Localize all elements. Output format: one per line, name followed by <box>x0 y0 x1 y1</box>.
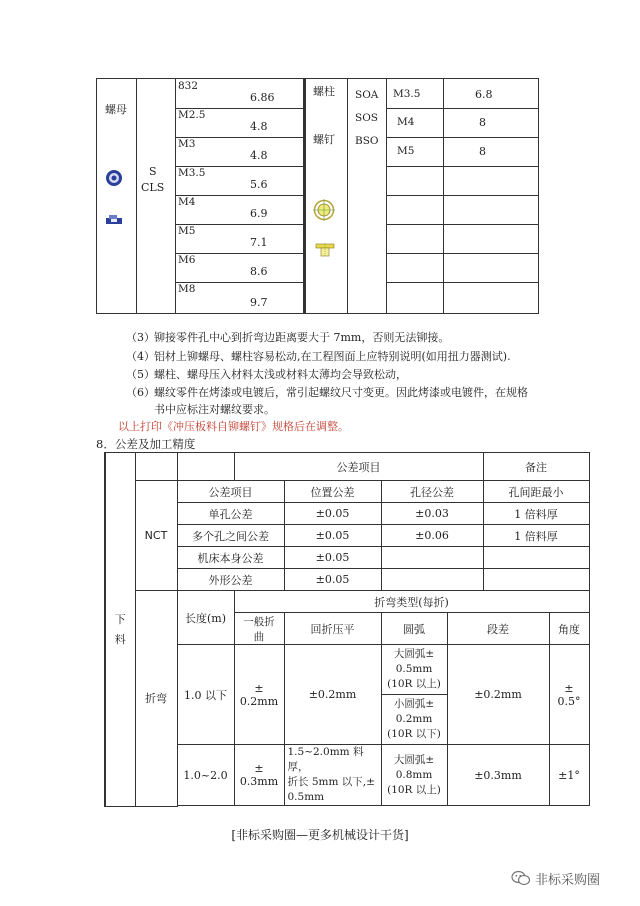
size-cell: M5 <box>178 225 196 237</box>
stud-type-bso: BSO <box>355 135 379 147</box>
nct-head: 孔间距最小 <box>483 481 589 503</box>
nct-head: 位置公差 <box>284 481 381 503</box>
side-label-1: 下 <box>114 613 126 627</box>
nct-cell: 外形公差 <box>177 569 284 591</box>
wechat-icon <box>511 870 531 886</box>
nct-cell: ±0.05 <box>284 503 381 525</box>
value-cell: 6.8 <box>475 88 493 101</box>
table-row <box>387 195 538 225</box>
size-cell: M3 <box>178 138 196 150</box>
arc-cell-line: 0.8mm <box>395 768 433 781</box>
value-cell: 8 <box>479 116 486 129</box>
value-cell: 8.6 <box>250 265 268 278</box>
note-5 <box>126 367 546 383</box>
stud-type-sos: SOS <box>355 112 378 124</box>
nct-head: 孔径公差 <box>381 481 483 503</box>
length-header: 长度(m) <box>177 591 234 645</box>
note-number: （5） <box>126 368 155 381</box>
note-text: 螺柱、螺母压入材料太浅或材料太薄均会导致松动， <box>154 368 407 381</box>
tolerance-header: 公差项目 <box>234 453 483 481</box>
flat-cell: ±0.2mm <box>284 645 381 745</box>
nct-cell: ±0.06 <box>381 525 483 547</box>
value-cell: 6.86 <box>250 91 275 104</box>
nct-head: 公差项目 <box>177 481 284 503</box>
bend-col: 回折压平 <box>284 613 381 645</box>
general-cell-line: ± <box>254 762 264 775</box>
nct-cell: ±0.05 <box>284 569 381 591</box>
note-text: 铝材上铆螺母、螺柱容易松动,在工程图面上应特别说明(如用扭力器测试). <box>154 350 511 363</box>
stud-type-soa: SOA <box>355 89 379 101</box>
stud-side-icon <box>315 243 335 257</box>
nct-cell: ±0.05 <box>284 547 381 569</box>
angle-cell <box>549 645 589 745</box>
stud-top-icon <box>313 199 335 221</box>
step-cell: ±0.3mm <box>447 745 549 806</box>
stud-label: 螺柱 <box>313 85 335 98</box>
note-number: （3） <box>126 331 155 344</box>
angle-cell: ±1° <box>549 745 589 806</box>
red-note: 以上打印《冲压板料自铆螺钉》规格后在调整。 <box>118 420 349 433</box>
divider <box>347 79 348 313</box>
nut-label: 螺母 <box>105 103 127 116</box>
length-cell: 1.0~2.0 <box>177 745 234 806</box>
arc-cell-line: 0.2mm <box>395 713 433 725</box>
arc-cell-line: 大圆弧± <box>393 753 435 766</box>
size-cell: M4 <box>178 196 196 208</box>
table-row <box>387 224 538 254</box>
bend-type-header: 折弯类型(每折) <box>234 591 589 613</box>
nct-cell: 单孔公差 <box>177 503 284 525</box>
table-row <box>176 166 303 196</box>
general-cell <box>234 645 284 745</box>
general-cell <box>234 745 284 806</box>
note-text: 铆接零件孔中心到折弯边距离要大于 7mm，否则无法铆接。 <box>154 331 450 344</box>
divider <box>303 79 306 313</box>
note-text: 螺纹零件在烤漆或电镀后，常引起螺纹尺寸变更。因此烤漆或电镀件，在规格 <box>154 386 528 399</box>
fastener-table <box>96 78 539 314</box>
table-row <box>387 137 538 167</box>
value-cell: 9.7 <box>250 296 268 309</box>
table-row <box>176 282 303 313</box>
arc-cell-line: (10R 以下) <box>387 728 441 740</box>
note-number: （6） <box>126 386 155 399</box>
nut-rows <box>176 79 303 313</box>
angle-cell-line: 0.5° <box>557 694 581 708</box>
note-4 <box>126 349 556 365</box>
size-cell: M6 <box>178 254 196 266</box>
arc-cell-line: 大圆弧± <box>393 648 435 660</box>
note-6 <box>126 385 556 419</box>
flat-cell-line: 折长 5mm 以下,± <box>287 776 375 788</box>
note-text-cont: 书中应标注对螺纹要求。 <box>154 403 275 416</box>
arc-cell-line: (10R 以上) <box>387 678 441 690</box>
general-cell-line: 0.2mm <box>239 694 279 708</box>
bend-col: 一般折曲 <box>234 613 284 645</box>
nct-cell: ±0.05 <box>284 525 381 547</box>
watermark-text: 非标采购圈 <box>535 873 601 888</box>
table-row <box>176 108 303 138</box>
value-cell: 4.8 <box>250 120 268 133</box>
arc-cell-line: 小圆弧± <box>393 698 435 710</box>
size-cell: 832 <box>178 80 199 92</box>
stud-rows <box>387 79 538 313</box>
flat-cell <box>284 745 381 806</box>
table-row <box>387 166 538 196</box>
nct-cell: 1 倍料厚 <box>483 503 589 525</box>
table-row <box>176 79 303 109</box>
arc-cell-line: 0.5mm <box>395 663 433 675</box>
table-row <box>176 137 303 167</box>
arc-cell-line: (10R 以上) <box>387 783 441 796</box>
note-3 <box>126 330 546 346</box>
nct-label: NCT <box>135 481 177 591</box>
note-number: （4） <box>126 350 155 363</box>
size-cell: M5 <box>397 145 415 157</box>
flat-cell-line: 1.5~2.0mm 料厚， <box>287 746 364 773</box>
table-row <box>176 253 303 283</box>
size-cell: M2.5 <box>178 109 206 121</box>
blanking-label <box>105 453 135 807</box>
table-row <box>176 195 303 225</box>
flat-cell-line: 0.5mm <box>287 791 325 803</box>
tolerance-table <box>104 452 589 807</box>
screw-label: 螺钉 <box>313 133 335 146</box>
arc-cell <box>381 645 447 695</box>
nut-type-s: S <box>149 165 157 178</box>
table-row <box>176 224 303 254</box>
size-cell: M3.5 <box>178 167 206 179</box>
general-cell-line: ± <box>254 681 264 695</box>
bend-col: 圆弧 <box>381 613 447 645</box>
side-label-2: 料 <box>114 633 126 647</box>
angle-cell-line: ± <box>564 681 574 695</box>
table-row <box>387 79 538 109</box>
value-cell: 5.6 <box>250 178 268 191</box>
nct-cell: ±0.03 <box>381 503 483 525</box>
table-row <box>387 108 538 138</box>
arc-cell <box>381 695 447 745</box>
bend-label: 折弯 <box>135 591 177 807</box>
section-title: 8．公差及加工精度 <box>96 437 196 451</box>
value-cell: 7.1 <box>250 236 268 249</box>
arc-cell <box>381 745 447 806</box>
value-cell: 4.8 <box>250 149 268 162</box>
general-cell-line: 0.3mm <box>239 775 279 788</box>
footer-text: [非标采购圈—更多机械设计干货] <box>231 828 409 842</box>
table-row <box>387 253 538 283</box>
nct-cell: 机床本身公差 <box>177 547 284 569</box>
nct-cell: 多个孔之间公差 <box>177 525 284 547</box>
bend-col: 角度 <box>549 613 589 645</box>
step-cell: ±0.2mm <box>447 645 549 745</box>
bend-col: 段差 <box>447 613 549 645</box>
value-cell: 6.9 <box>250 207 268 220</box>
size-cell: M4 <box>397 116 415 128</box>
remark-header: 备注 <box>483 453 589 481</box>
length-cell: 1.0 以下 <box>177 645 234 745</box>
divider <box>136 79 137 313</box>
size-cell: M3.5 <box>393 88 421 100</box>
nut-side-icon <box>105 214 123 226</box>
nct-cell: 1 倍料厚 <box>483 525 589 547</box>
nut-type-cls: CLS <box>141 181 165 194</box>
value-cell: 8 <box>479 145 486 158</box>
size-cell: M8 <box>178 283 196 295</box>
nut-icon <box>105 169 123 187</box>
